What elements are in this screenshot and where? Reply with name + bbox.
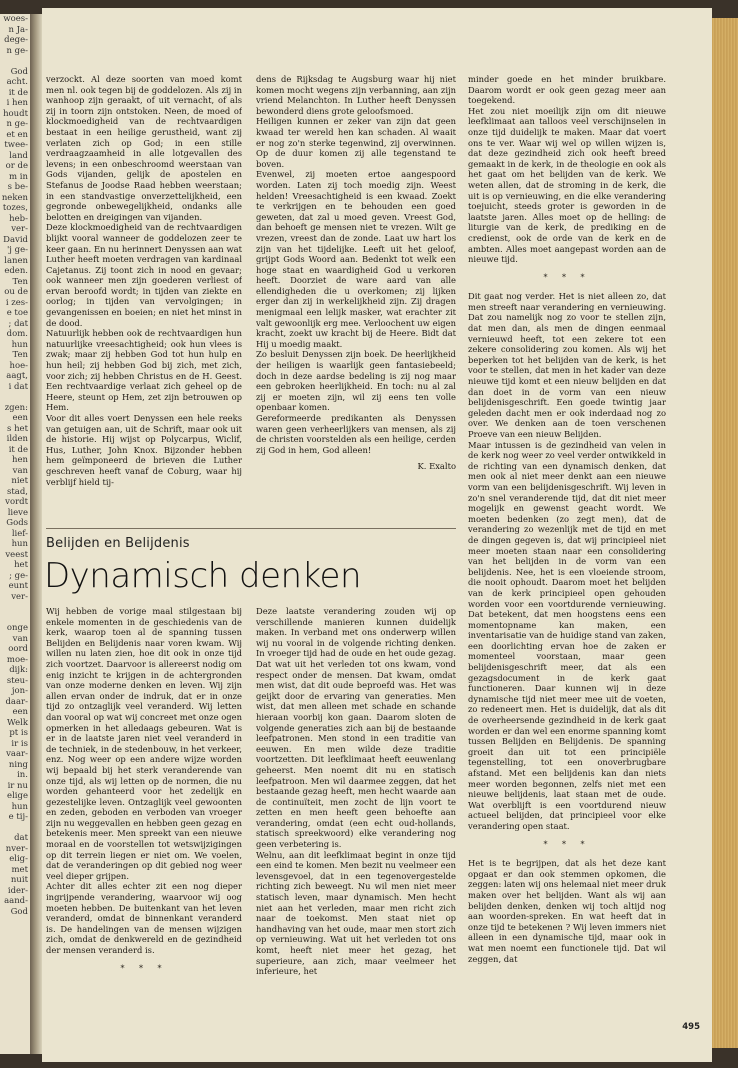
edge-fragment: houdt [3, 108, 28, 119]
edge-fragment: e tij- [8, 812, 28, 822]
edge-fragment: stad, [7, 486, 28, 497]
edge-fragment: acht. [6, 77, 28, 87]
edge-fragment: twee- [4, 140, 28, 150]
edge-fragment: dat [14, 833, 28, 843]
separator-stars: * * * [543, 839, 591, 849]
paragraph: Wij hebben de vorige maal stilgestaan bij enkele momenten in de geschiedenis van de kerk, waarop toen al de spanning tussen Belijden en Belijdenis naar voren kwam. Wij willen nu laten zien, hoe dit ook in onze tijd zich voortzet. Daarvoor is allereerst nodig om enig inzicht te krijgen in de achtergronden van onze moderne denken en leven. Wij zijn allen ervan onder de indruk, dat er in onze tijd zo ontzaglijk veel veranderd. Wij letten dan vooral op wat wij concreet met onze ogen opmerken in het alledaags gebeuren. Wat is er in de laatste jaren niet veel veranderd in de techniek, in de stedenbouw, in het verkeer, enz. Nog weer op een andere wijze worden wij bepaald bij het sterk veranderende van onze tijd, als wij letten op de normen, die nu worden gehanteerd voor het zedelijk en gezestelijke leven. Ontzaglijk veel gewoonten en zeden, geboden en verboden van vroeger zijn nu weggevallen en hebben geen gezag en betekenis meer. Men spreekt van een nieuwe moraal en de voorstellen tot wetswijzigingen op dit terrein liegen er niet om. We voelen, dat de veranderingen op dit gebied nog weer veel dieper grijpen. [46, 606, 242, 881]
article2-column-2 [256, 606, 456, 1052]
edge-fragment: ver- [11, 224, 28, 234]
edge-fragment: eunt [8, 581, 28, 591]
edge-fragment: ver- [11, 591, 28, 602]
edge-fragment: niet [11, 476, 28, 486]
article2-headline: Dynamisch denken [44, 556, 362, 596]
edge-fragment: m in [9, 171, 28, 182]
edge-fragment: veest [5, 549, 28, 560]
edge-fragment: elige [7, 791, 28, 801]
paragraph: Achter dit alles echter zit een nog dieper ingrijpende verandering, waarvoor wij oog moeten hebben. De buitenkant van het leven veranderd, omdat de binnenkant veranderd is. De handelingen van de mensen wijzigen zich, omdat de denkwereld en de gezindheid der mensen veranderd is. [46, 881, 242, 955]
article1-signature: K. Exalto [417, 461, 456, 472]
edge-fragment: vaar- [6, 749, 28, 759]
edge-fragment: daar- [5, 696, 28, 707]
separator-stars: * * * [120, 963, 168, 973]
edge-fragment: i zes- [5, 297, 28, 308]
edge-fragment: it de [8, 444, 28, 455]
article-divider [46, 528, 456, 529]
edge-fragment: n ge- [6, 45, 28, 56]
edge-fragment: een [12, 707, 28, 717]
edge-fragment: ider- [7, 885, 28, 896]
edge-fragment: hun [11, 801, 28, 812]
edge-fragment: Ten [12, 350, 28, 360]
edge-fragment: Gods [6, 518, 28, 528]
paragraph: dens de Rijksdag te Augsburg waar hij niet komen mocht wegens zijn verbanning, aan zijn vriend Melanchton. In Luther heeft Denyssen bewonderd diens grote geloofsmoed. [256, 74, 456, 116]
page-number: 495 [682, 1022, 700, 1032]
edge-fragment: in. [17, 770, 28, 780]
edge-fragment: vordt [5, 497, 28, 507]
paragraph: Deze laatste verandering zouden wij op verschillende manieren kunnen duidelijk maken. In verband met ons onderwerp willen wij nu vooral in de volgende richting denken. In vroeger tijd had de oude en het oude gezag. Dat wat uit het verleden tot ons kwam, vond respect onder de mensen. Dat kwam, omdat men wist, dat dit oude beproefd was. Het was geijkt door de ervaring van generaties. Men wist, dat men alleen met schade en schande hieraan voorbij kon gaan. Daarom sloten de volgende generaties zich aan bij de bestaande leefpatronen. Men stond in een traditie van eeuwen. En men wilde deze traditie voortzetten. Dit leefklimaat heeft eeuwenlang geheerst. Men noemt dit nu en statisch leefpatroon. Men wil daarmee zeggen, dat het bestaande gezag heeft, men hecht waarde aan de continuïteit, men zocht de lijn voort te zetten en men heeft geen behoefte aan verandering, omdat (een echt oud-hollands, statisch spreekwoord) elke verandering nog geen verbetering is. [256, 606, 456, 850]
edge-fragment: s het [7, 423, 28, 434]
edge-fragment: i dat [8, 381, 28, 392]
edge-fragment: ilden [6, 434, 28, 444]
edge-fragment: moe- [6, 654, 28, 665]
paragraph: Welnu, aan dit leefklimaat begint in onze tijd een eind te komen. Men bezit nu veelmeer een levensgevoel, dat in een tegenovergestelde richting zich beweegt. Nu wil men niet meer statisch leven, maar dynamisch. Men hecht niet aan het verleden, maar men richt zich naar de toekomst. Men staat niet op handhaving van het oude, maar men stort zich op vernieuwing. Wat uit het verleden tot ons komt, heeft niet meer het gezag, het superieure, aan zich, maar veelmeer het inferieure, het [256, 849, 456, 977]
paragraph: Evenwel, zij moeten ertoe aangespoord worden. Laten zij toch moedig zijn. Weest helden! Vreesachtigheid is een kwaad. Zoekt te verkrijgen en te behouden een goed geweten, dat zal u moed geven. Vreest God, dan behoeft ge mensen niet te vrezen. Wilt ge vrezen, vreest dan de zonde. Laat uw hart los zijn van het tijdelijke. Leeft uit het geloof, grijpt Gods Woord aan. Bedenkt tot welk een hoge staat en waardigheid God u verkoren heeft. Doorziet de ware aard van alle ellendigheden die u overkomen; zij lijken erger dan zij in werkelijkheid zijn. Zij dragen menigmaal een lelijk masker, wat erachter zit valt gewoonlijk erg mee. Verloochent uw eigen kracht, zoekt uw kracht bij de Heere. Bidt dat Hij u moedig maakt. [256, 169, 456, 349]
edge-fragment: steu- [6, 675, 28, 686]
paragraph: Zo besluit Denyssen zijn boek. De heerlijkheid der heiligen is waarlijk geen fantasiebeeld; doch in deze aardse bedeling is zij nog maar een gebroken heerlijkheid. En toch: nu al zal zij er moeten zijn, wil zij eens ten volle openbaar komen. [256, 349, 456, 413]
edge-fragment: Ten [12, 276, 28, 287]
paragraph: Natuurlijk hebben ook de rechtvaardigen hun natuurlijke vreesachtigheid; ook hun vlees is zwak; maar zij hebben God tot hun hulp en hun heil; zij hebben God bij zich, met zich, voor zich; zij hebben Christus en de H. Geest. Een rechtvaardige verlaat zich geheel op de Heere, steunt op Hem, zet zijn betrouwen op Hem. [46, 328, 242, 413]
article2-kicker: Belijden en Belijdenis [46, 536, 190, 551]
edge-fragment: lanen [4, 255, 28, 266]
paragraph: verzockt. Al deze soorten van moed komt men nl. ook tegen bij de goddelozen. Als zij in wanhoop zijn geraakt, of uit vernacht, of als zij in toorn zijn ontstoken. Neen, de moed of klockmoedigheid van de rechtvaardigen bestaat in een heilige gerustheid, want zij verlaten zich op God; in een stille verdraagzaamheid in alle lotgevallen des levens; in een onbeschroomd weerstaan van Gods vijanden, gelijk de apostelen en Stefanus de Joodse Raad hebben weerstaan; in een standvastige onverzettelijkheid, een gegronde onbewegelijkheid, ondanks alle belotten en dreigingen van vijanden. [46, 74, 242, 222]
edge-fragment: heb- [9, 213, 28, 224]
book-gutter [30, 14, 42, 1054]
edge-fragment: s be- [7, 182, 28, 192]
edge-fragment: dijk: [9, 665, 28, 675]
edge-fragment: e toe [6, 308, 28, 318]
page-stack-edge [712, 18, 738, 1048]
edge-fragment: n Ja- [8, 24, 28, 35]
edge-fragment: een [12, 413, 28, 423]
paragraph: Deze klockmoedigheid van de rechtvaardigen blijkt vooral wanneer de goddelozen zeer te keer gaan. En nu herinnert Denyssen aan wat Luther heeft moeten verdragen van kardinaal Cajetanus. Zij toont zich in nood en gevaar; ook wanneer men zijn goederen verliest of ervan beroofd wordt; in tijden van ziekte en oorlog; in tijden van vervolgingen; in gevangenissen en boeien; en niet het minst in de dood. [46, 222, 242, 328]
edge-fragment: van [12, 465, 28, 476]
edge-fragment: i hen [6, 98, 28, 108]
separator-stars: * * * [543, 272, 591, 282]
edge-fragment: tozes, [2, 203, 28, 213]
edge-fragment [0, 392, 30, 403]
edge-fragment: God [10, 66, 28, 77]
edge-fragment: ir nu [7, 780, 28, 791]
edge-fragment [0, 56, 30, 67]
edge-fragment: ou de [4, 287, 28, 297]
edge-fragment: het [14, 560, 28, 570]
article1-column-1 [46, 74, 242, 506]
edge-fragment: hoe- [9, 360, 28, 371]
edge-fragment: dom. [6, 329, 28, 339]
edge-fragment: God [10, 906, 28, 917]
edge-fragment: ir is [11, 738, 28, 749]
edge-fragment: ; dat [8, 318, 28, 329]
edge-fragment: oord [8, 644, 28, 654]
previous-page-edge [0, 14, 31, 1054]
edge-fragment: elig- [9, 854, 28, 864]
edge-fragment: ; ge- [9, 570, 28, 581]
edge-fragment: aand- [4, 896, 28, 906]
edge-fragment: David [3, 234, 28, 245]
paragraph: Het zou niet moeilijk zijn om dit nieuwe leefklimaat aan talloos veel verschijnselen in onze tijd duidelijk te maken. Maar dat voert ons te ver. Waar wij wel op willen wijzen is, dat deze gezindheid zich ook heeft breed gemaakt in de kerk, in de theologie en ook als het gaat om het belijden van de kerk. We weten allen, dat de stroming in de kerk, die uit is op vernieuwing, en die elke verandering toejuicht, steeds groter is geworden in de laatste jaren. Alles moet op de helling: de liturgie van de kerk, de prediking en de credienst, ook de orde van de kerk en de ambten. Alles moet aangepast worden aan de nieuwe tijd. [468, 105, 666, 265]
edge-fragment: Welk [7, 717, 28, 728]
edge-fragment: hun [11, 339, 28, 350]
edge-fragment: lieve [7, 507, 28, 518]
paragraph: Maar intussen is de gezindheid van velen in de kerk nog weer zo veel verder ontwikkeld in de richting van een dynamisch denken, dat men ook al niet meer denkt aan een nieuwe vorm van een belijdenisgeschrift. Wij leven in zo'n snel veranderende tijd, dat dit niet meer mogelijk en gewenst geacht wordt. We moeten bedenken (zo zegt men), dat de verandering zo wezenlijk met de tijd en met de dingen gegeven is, dat wij principieel niet meer moeten staan naar een consolidering van het belijden in de vorm van een belijdenis. Nee, het is een vloeiende stroom, die nooit ophoudt. Daarom moet het belijden van de kerk principieel open gehouden worden voor een voortdurende vernieuwing. Dat betekent, dat men hoogstens eens een momentopname kan maken, een inventarisatie van de huidige stand van zaken, een doorlichting ervan hoe de zaken er momenteel voorstaan, maar geen belijdenisgeschrift meer, dat als een gezagsdocument in de kerk gaat functioneren. Daar kunnen wij in deze dynamische tijd niet meer mee uit de voeten, zo redeneert men. Het is duidelijk, dat als dit de overheersende gezindheid in de kerk gaat worden er dan wel een enorme spanning komt tussen Belijden en Belijdenis. De spanning groeit dan uit tot een principiële tegenstelling, tot een onoverbrugbare afstand. Met een belijdenis kan dan niets meer worden begonnen, zelfs niet met een nieuwe belijdenis, laat staan met de oude. Wat overblijft is een voortdurend nieuw actueel belijden, dat principieel voor elke verandering open staat. [468, 439, 666, 831]
edge-fragment: met [11, 864, 28, 875]
book-page [42, 8, 712, 1062]
edge-fragment: neken [1, 192, 28, 203]
edge-fragment: woes- [3, 14, 28, 24]
edge-fragment: hen [12, 455, 28, 465]
edge-fragment: nver- [5, 843, 28, 854]
edge-fragment: et en [6, 129, 28, 140]
edge-fragment: jon- [11, 686, 28, 696]
edge-fragment: land [9, 150, 28, 161]
paragraph: Dit gaat nog verder. Het is niet alleen zo, dat men streeft naar verandering en vernieuwing. Dat zou namelijk nog zo voor te stellen zijn, dat men dan, als men de dingen eenmaal vernieuwd heeft, tot een zekere tot een zekere consolidering zou komen. Als wij het beperken tot het belijden van de kerk, is het voor te stellen, dat men in het kader van deze nieuwe tijd komt et een nieuw belijden en dat dan doet in de vorm van een nieuw belijdenisgeschrift. Een goede twintig jaar geleden dacht men er ook inderdaad nog zo over. We denken aan de toen verschenen Proeve van een nieuw Belijden. [468, 291, 666, 439]
paragraph: Het is te begrijpen, dat als het deze kant opgaat er dan ook stemmen opkomen, die zeggen: laten wij ons helemaal niet meer druk maken over het belijden. Want als wij aan belijden denken, denken wij toch altijd nog aan woorden-spreken. En wat heeft dat in onze tijd te betekenen ? Wij leven immers niet alleen in een dynamische tijd, maar ook in wat men noemt een functionele tijd. Dat wil zeggen, dat [468, 858, 666, 964]
edge-fragment: lief- [11, 528, 28, 539]
article2-column-1 [46, 606, 242, 1046]
edge-fragment: van [12, 633, 28, 644]
paragraph: Gereformeerde predikanten als Denyssen waren geen verheerlijkers van mensen, als zij de christen voorstelden als een heilige, cerden zij God in hem, God alleen! [256, 413, 456, 455]
paragraph: Voor dit alles voert Denyssen een hele reeks van getuigen aan, uit de Schrift, maar ook uit de historie. Hij wijst op Polycarpus, Wiclif, Hus, Luther, John Knox. Bijzonder hebben hem geïmponeerd de brieven die Luther geschreven heeft vanaf de Coburg, waar hij verblijf hield tij- [46, 413, 242, 487]
edge-fragment: eden. [4, 266, 28, 276]
edge-fragment: nuit [10, 875, 28, 885]
edge-fragment [0, 602, 30, 613]
article1-column-2 [256, 74, 456, 506]
edge-fragment [0, 613, 30, 624]
edge-fragment: zgen: [4, 402, 28, 413]
article2-column-3 [468, 74, 666, 1018]
edge-fragment: ning [8, 759, 28, 770]
edge-fragment: pt is [9, 728, 28, 738]
edge-fragment: aagt, [6, 371, 28, 381]
edge-fragment [0, 823, 30, 834]
edge-fragment: or de [5, 161, 28, 171]
edge-fragment: 'j ge- [6, 245, 28, 255]
edge-fragment: dege- [4, 35, 28, 45]
edge-fragment: hun [11, 539, 28, 549]
paragraph: minder goede en het minder bruikbare. Daarom wordt er ook geen gezag meer aan toegekend. [468, 74, 666, 106]
edge-fragment: onge [6, 623, 28, 633]
edge-fragment: n ge- [6, 119, 28, 129]
paragraph: Heiligen kunnen er zeker van zijn dat geen kwaad ter wereld hen kan schaden. Al waait er nog zo'n sterke tegenwind, zij overwinnen. Op de duur komen zij alle tegenstand te boven. [256, 116, 456, 169]
edge-fragment: it de [8, 87, 28, 98]
